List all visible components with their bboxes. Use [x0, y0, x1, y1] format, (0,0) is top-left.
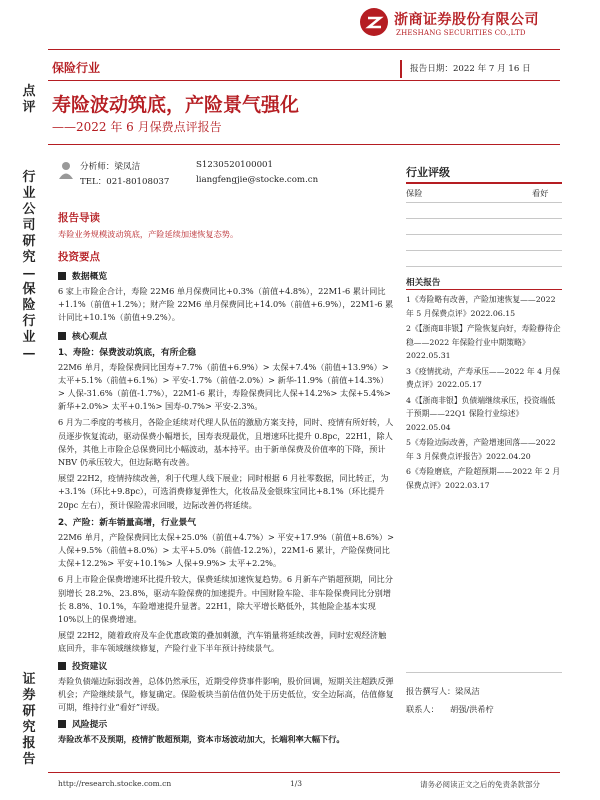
analyst-tel: TEL：021-80108037	[80, 177, 170, 187]
report-subtitle: ——2022 年 6 月保费点评报告	[52, 120, 222, 134]
pc-heading: 2、产险：新车销量高增，行业景气	[58, 517, 197, 528]
overview-text: 6 家上市险企合计，寿险 22M6 单月保费同比+0.3%（前值+4.8%），22M1-6 累计同比+1.1%（前值+1.2%）；财产险 22M6 单月保费同比+14.0%（前值+6.9%），22M1-6 累计同比+10.1%（前值+9.2%）。	[58, 286, 394, 323]
rating-line	[406, 250, 562, 251]
risk-heading	[58, 717, 394, 730]
contact-names: 胡强/洪希柠	[450, 704, 494, 714]
side-char: 司	[22, 218, 36, 233]
footer-disclaimer: 请务必阅读正文之后的免责条款部分	[420, 780, 540, 789]
sidebar-category	[20, 170, 38, 362]
title-rule	[48, 144, 560, 145]
pc-paragraph-2: 6 月上市险企保费增速环比提升较大，保费延续加速恢复趋势。6 月新车产销超预期，同比分别增长 28.2%、23.8%，驱动车险保费的加速提升。中国财险车险、非车险保费同比分别增长 8.8%、10.1%，车险增速提升显著。22H1，除大平增长略低外，其他险企基本实现 10%以上的保费增速。	[58, 574, 393, 625]
bullet-square-icon	[58, 272, 66, 280]
footer-url[interactable]: http://research.stocke.com.cn	[58, 779, 172, 788]
sidebar-report-label	[20, 672, 38, 768]
company-logo-icon	[360, 8, 388, 36]
contact-label: 联系人：	[406, 704, 439, 714]
analyst-name: 分析师：梁凤洁	[80, 162, 141, 172]
bullet-square-icon	[58, 662, 66, 670]
side-char: 研	[22, 704, 36, 719]
related-item[interactable]: 4《【浙商非银】负债端继续承压，投资端低于预期——22Q1 保险行业综述》2022.05.04	[406, 395, 556, 432]
related-list	[406, 293, 562, 492]
analyst-icon	[58, 160, 74, 184]
side-char: 保	[22, 282, 36, 297]
risk-text: 寿险改革不及预期，疫情扩散超预期，资本市场波动加大，长端利率大幅下行。	[58, 734, 345, 745]
advice-title: 投资建议	[72, 661, 108, 672]
rating-line	[406, 218, 562, 219]
side-char: 点	[22, 84, 36, 99]
side-char: 告	[22, 752, 36, 767]
overview-heading	[58, 269, 394, 282]
contact-rule	[406, 672, 562, 673]
main-body	[58, 269, 394, 746]
analyst-license: S1230520100001	[196, 160, 273, 170]
pc-paragraph-1: 22M6 单月，产险保费同比太保+25.0%（前值+4.7%）> 平安+17.9%（前值+8.6%）> 人保+9.5%（前值+8.0%）> 太平+5.0%（前值-12.2%），22M1-6 累计，产险保费同比太保+12.2%> 平安+10.1%> 人保+9.9%> 太平+2.2%。	[58, 531, 394, 569]
life-paragraph-1: 22M6 单月，寿险保费同比国寿+7.7%（前值+6.9%）> 太保+7.4%（前值+13.9%）> 太平+5.1%（前值+6.1%）> 平安-1.7%（前值-2.0%）> 新华-11.9%（前值+14.3%）> 人保-31.6%（前值-1.7%），22M1-6 累计，寿险保费同比人保+14.2%> 太保+5.4%> 新华+2.0%> 太平+0.1%> 国寿-0.7%> 平安-2.3%。	[58, 361, 391, 412]
rating-title: 行业评级	[406, 166, 450, 179]
advice-heading	[58, 659, 394, 672]
side-char: 评	[22, 100, 36, 115]
related-item[interactable]: 3《疫情扰动，产寿承压——2022 年 4 月保费点评》2022.05.17	[406, 366, 561, 389]
rating-sector: 保险	[406, 188, 423, 198]
points-title: 投资要点	[58, 251, 100, 263]
side-char: 究	[22, 720, 36, 735]
pc-paragraph-3: 展望 22H2，随着政府及车企优惠政策的叠加刺激，汽车销量将延续改善，同时宏观经济触底回升，非车领域继续修复，产险行业下半年预计持续景气。	[58, 630, 387, 654]
guide-text: 寿险业务规模波动筑底，产险延续加速恢复态势。	[58, 229, 239, 239]
report-date-box	[400, 60, 562, 78]
life-paragraph-3: 展望 22H2，疫情持续改善，利于代理人线下展业；同时根据 6 月社零数据，同比转正，为+3.1%（环比+9.8pc），可选消费修复弹性大，化妆品及金银珠宝同比+8.1%（环比提升 20pc 左右），预计保险需求回暖，边际改善仍将延续。	[58, 473, 389, 510]
side-char: 公	[22, 202, 36, 217]
related-title: 相关报告	[406, 278, 441, 288]
guide-title: 报告导读	[58, 212, 100, 224]
side-char: 业	[22, 186, 36, 201]
related-item[interactable]: 6《寿险磨底，产险超预期——2022 年 2 月保费点评》2022.03.17	[406, 467, 561, 490]
footer-page-number: 1/3	[290, 779, 303, 788]
related-item[interactable]: 2《【浙商Ⅱ非银】产险恢复向好，寿险静待企稳——2022 年保险行业中期策略》2022.05.31	[406, 324, 561, 360]
side-char: 业	[22, 330, 36, 345]
side-char: 研	[22, 234, 36, 249]
header-rule-top	[48, 49, 560, 50]
life-heading: 1、寿险：保费波动筑底，有所企稳	[58, 347, 197, 358]
side-char: 报	[22, 736, 36, 751]
rating-rule	[406, 182, 562, 184]
side-char: 究	[22, 250, 36, 265]
industry-label: 保险行业	[52, 61, 101, 75]
contact-author: 报告撰写人：梁凤洁	[406, 686, 480, 696]
side-char: —	[22, 266, 36, 281]
bullet-square-icon	[58, 720, 66, 728]
company-name-en: ZHESHANG SECURITIES CO.,LTD	[396, 29, 526, 37]
side-char: —	[22, 346, 36, 361]
header-rule-bottom	[48, 80, 560, 81]
analyst-email[interactable]: liangfengjie@stocke.com.cn	[196, 175, 319, 185]
rating-value: 看好	[532, 188, 549, 198]
side-char: 行	[22, 170, 36, 185]
risk-title: 风险提示	[72, 720, 108, 731]
side-char: 险	[22, 298, 36, 313]
core-title: 核心观点	[72, 331, 108, 342]
side-char: 证	[22, 672, 36, 687]
sidebar-report-type	[20, 84, 38, 116]
side-char: 行	[22, 314, 36, 329]
report-date: 报告日期：2022 年 7 月 16 日	[410, 64, 531, 74]
related-item[interactable]: 5《寿险边际改善，产险增速回落——2022 年 3 月保费点评报告》2022.04.20	[406, 438, 556, 461]
advice-text: 寿险负债端边际弱改善，总体仍然承压，近期受停贷事件影响，股价回调，短期关注超跌反弹机会；产险继续景气，修复确定。保险板块当前估值仍处于历史低位，安全边际高，估值修复可期，维持行业“看好”评级。	[58, 675, 394, 713]
related-item[interactable]: 1《寿险略有改善，产险加速恢复——2022 年 5 月保费点评》2022.06.15	[406, 295, 556, 318]
related-rule	[406, 289, 562, 290]
life-paragraph-2: 6 月为二季度的考核月，各险企延续对代理人队伍的激励方案支持，同时、疫情有所好转，人员逐步恢复流动，驱动保费小幅增长，国寿表现最优，且增速环比提升 0.8pc，22H1，除人保外，其他上市险企总保费同比小幅波动，基本持平。由于新单保费及价值率的下降，预计 NBV 仍承压较大，但边际略有改善。	[58, 417, 394, 468]
overview-title: 数据概览	[72, 272, 108, 282]
rating-line	[406, 202, 562, 203]
footer-rule	[48, 772, 560, 773]
side-char: 券	[22, 688, 36, 703]
report-title: 寿险波动筑底，产险景气强化	[52, 94, 300, 116]
rating-line	[406, 234, 562, 235]
company-name-cn: 浙商证券股份有限公司	[394, 12, 539, 28]
rating-line	[406, 266, 562, 267]
bullet-square-icon	[58, 332, 66, 340]
core-heading	[58, 329, 394, 342]
